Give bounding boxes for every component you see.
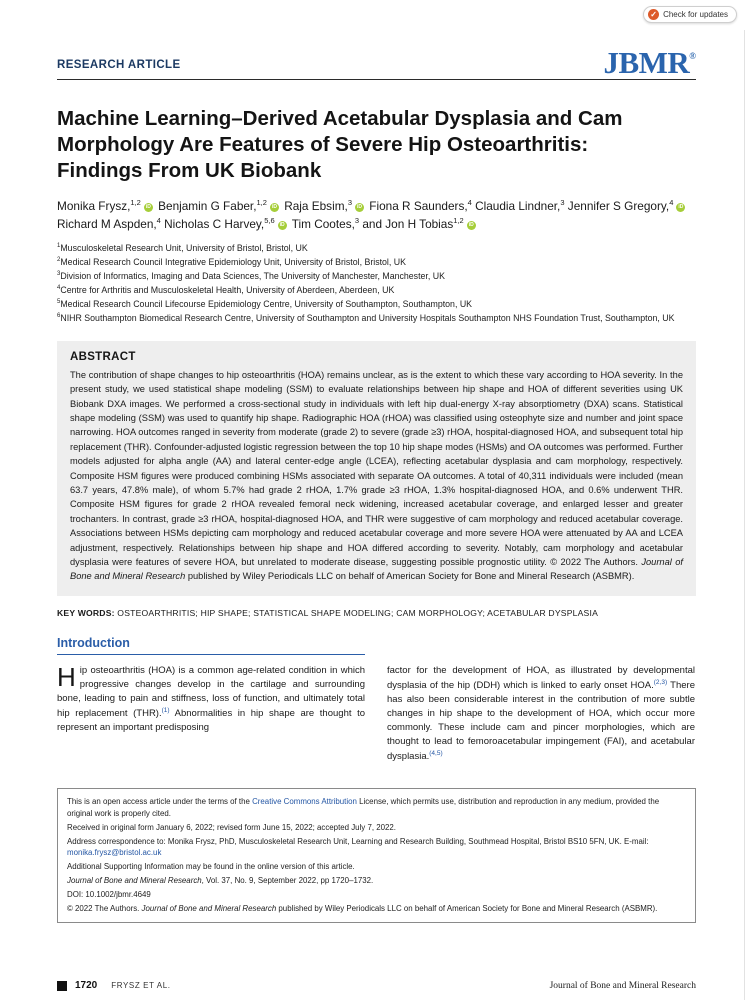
abstract-section bbox=[57, 341, 696, 596]
text-segment: 1,2 bbox=[256, 197, 267, 207]
orcid-icon[interactable]: iD bbox=[145, 203, 151, 210]
text-segment: 4 bbox=[467, 197, 472, 207]
text-segment: Benjamin G Faber, bbox=[154, 198, 257, 213]
two-column-text bbox=[57, 661, 696, 765]
keywords-text: OSTEOARTHRITIS; HIP SHAPE; STATISTICAL SHAPE MODELING; CAM MORPHOLOGY; ACETABULAR DYSPLASIA bbox=[114, 607, 598, 618]
text-segment: Journal of Bone and Mineral Research bbox=[141, 904, 277, 914]
text-segment: Abnormalities in hip shape are thought to represent an important predisposing bbox=[57, 708, 365, 734]
text-segment: published by Wiley Periodicals LLC on behalf of American Society for Bone and Mineral Research (ASBMR). bbox=[276, 904, 658, 914]
text-segment: Richard M Aspden, bbox=[57, 217, 157, 232]
article-title: Machine Learning–Derived Acetabular Dysplasia and Cam Morphology Are Features of Severe Hip Osteoarthritis: Findings From UK Biobank bbox=[57, 107, 623, 182]
text-segment: Medical Research Council Integrative Epidemiology Unit, University of Bristol, Bristol, UK bbox=[60, 257, 406, 268]
text-segment: © 2022 The Authors. bbox=[67, 904, 142, 914]
text-segment: 1,2 bbox=[453, 216, 464, 226]
affiliation bbox=[57, 312, 696, 326]
text-segment: 4 bbox=[156, 216, 161, 226]
affiliation bbox=[57, 242, 696, 256]
reference-superscript[interactable]: (2,3) bbox=[653, 678, 668, 686]
keywords-label: KEY WORDS: bbox=[57, 607, 115, 618]
article-info-box bbox=[57, 788, 696, 922]
page-footer-left bbox=[57, 980, 171, 991]
page-footer bbox=[57, 980, 696, 991]
text-segment: Journal of Bone and Mineral Research bbox=[67, 876, 202, 886]
text-segment: DOI: 10.1002/jbmr.4649 bbox=[67, 890, 151, 900]
affiliation bbox=[57, 284, 696, 298]
text-segment: factor for the development of HOA, as illustrated by developmental dysplasia of the hip (DDH) which is linked to early onset HOA. bbox=[387, 664, 695, 692]
text-segment: Nicholas C Harvey, bbox=[160, 217, 265, 232]
text-segment: 3 bbox=[57, 271, 61, 278]
footer-journal-name: Journal of Bone and Mineral Research bbox=[549, 980, 696, 991]
jbmr-logo-text: JBMR bbox=[603, 45, 690, 80]
text-segment: 3 bbox=[354, 216, 360, 226]
text-segment: Received in original form January 6, 2022; revised form June 15, 2022; accepted July 7, 2022. bbox=[67, 822, 396, 832]
text-segment: Journal of Bone and Mineral Research bbox=[70, 557, 683, 582]
page-edge-rule bbox=[744, 30, 745, 1000]
keywords-line bbox=[57, 608, 696, 618]
text-segment: There has also been considerable interest in the contribution of more subtle changes in hip shape to the development of HOA, which occur more commonly. These include cam and pincer morphologies, which are thought to lead to femoroacetabular impingement (FAI), and acetabular dysplasia. bbox=[387, 680, 695, 763]
text-segment: published by Wiley Periodicals LLC on behalf of American Society for Bone and Mineral Research (ASBMR). bbox=[185, 571, 635, 582]
abstract-body bbox=[70, 368, 683, 584]
text-segment: and Jon H Tobias bbox=[359, 217, 454, 232]
open-access-statement bbox=[67, 796, 686, 819]
page-number: 1720 bbox=[75, 980, 98, 991]
intro-right-column bbox=[387, 664, 695, 765]
registered-mark: ® bbox=[689, 51, 696, 61]
text-segment: 3 bbox=[560, 197, 565, 207]
affiliation bbox=[57, 270, 696, 284]
intro-left-column bbox=[57, 661, 365, 765]
doi-line bbox=[67, 889, 686, 900]
text-segment: 6 bbox=[57, 312, 61, 319]
abstract-heading: ABSTRACT bbox=[70, 350, 136, 363]
text-segment: This is an open access article under the terms of the bbox=[67, 797, 253, 807]
text-segment: Musculoskeletal Research Unit, University of Bristol, Bristol, UK bbox=[60, 243, 308, 254]
introduction-section bbox=[57, 636, 696, 765]
header bbox=[57, 45, 696, 80]
affiliation bbox=[57, 298, 696, 312]
text-segment: Medical Research Council Lifecourse Epidemiology Centre, University of Southampton, Southampton, UK bbox=[60, 298, 473, 309]
check-for-updates-label: Check for updates bbox=[663, 10, 728, 19]
text-segment: Division of Informatics, Imaging and Data Sciences, The University of Manchester, Manchester, UK bbox=[60, 271, 445, 282]
text-segment: ip osteoarthritis (HOA) is a common age-related condition in which progressive changes develop in the cartilage and surrounding bone, leading to pain and stiffness, loss of function, and ultimately total hip replacement (THR). bbox=[57, 664, 365, 720]
orcid-icon[interactable]: iD bbox=[678, 203, 684, 210]
article-type-label: RESEARCH ARTICLE bbox=[57, 59, 181, 72]
affiliation bbox=[57, 256, 696, 270]
orcid-icon[interactable]: iD bbox=[468, 222, 474, 229]
reference-superscript[interactable]: (4,5) bbox=[429, 750, 443, 758]
jbmr-logo bbox=[603, 45, 696, 80]
text-segment: , Vol. 37, No. 9, September 2022, pp 1720–1732. bbox=[201, 876, 374, 886]
dropcap: H bbox=[57, 661, 76, 692]
link[interactable]: Creative Commons Attribution bbox=[252, 797, 357, 807]
text-segment: Centre for Arthritis and Musculoskeletal Health, University of Aberdeen, Aberdeen, UK bbox=[60, 285, 395, 296]
introduction-heading: Introduction bbox=[57, 636, 365, 655]
check-for-updates-button[interactable] bbox=[643, 6, 737, 23]
copyright-line bbox=[67, 903, 686, 914]
text-segment: 5,6 bbox=[264, 216, 275, 226]
text-segment: Fiona R Saunders, bbox=[365, 198, 468, 213]
journal-citation bbox=[67, 875, 686, 886]
running-head: FRYSZ ET AL. bbox=[111, 981, 171, 990]
intro-left-text bbox=[57, 661, 365, 734]
text-segment: 1,2 bbox=[130, 197, 141, 207]
text-segment: Additional Supporting Information may be found in the online version of this article. bbox=[67, 862, 355, 872]
text-segment: 2 bbox=[57, 257, 61, 264]
text-segment: 4 bbox=[669, 197, 674, 207]
crossmark-icon: ✓ bbox=[648, 9, 659, 20]
orcid-icon[interactable]: iD bbox=[271, 203, 277, 210]
orcid-icon[interactable]: iD bbox=[356, 203, 362, 210]
authors-line bbox=[57, 197, 696, 234]
text-segment: The contribution of shape changes to hip osteoarthritis (HOA) remains unclear, as is the extent to which these vary according to HOA severity. In the present study, we used statistical shape modeling (SSM) to evaluate relationships between hip shape and HOA of different severities using UK Biobank DXA images. We performed a cross-sectional study in individuals with left hip dual-energy X-ray absorptiometry (DXA) scans. Statistical shape modeling (SSM) was used to quantify hip shape. Radiographic HOA (rHOA) was classified using osteophyte size and number and joint space narrowing. HOA outcomes ranged in severity from moderate (grade 2) to severe (grade ≥3) rHOA, hospital-diagnosed HOA, and subsequent total hip replacement (THR). Confounder-adjusted logistic regression between the top 10 hip shape modes (HSMs) and OA outcomes was performed. Further models adjusted for alpha angle (AA) and lateral center-edge angle (LCEA), reflecting acetabular dysplasia and cam morphology, respectively. Composite HSM figures were produced combining HSMs associated with separate OA outcomes. A total of 40,311 individuals were included (mean 63.7 years, 47.8% male), of whom 5.7% had grade 2 rHOA, 1.7% grade ≥3 rHOA, 1.3% hospital-diagnosed HOA, and 0.6% underwent THR. Composite HSM figures for grade 2 rHOA revealed femoral neck widening, increased acetabular coverage, and enlarged lesser and greater trochanters. In contrast, grade ≥3 rHOA, hospital-diagnosed HOA, and THR were suggestive of cam morphology and reduced acetabular coverage. Associations between HSMs depicting cam morphology and reduced acetabular coverage and more severe HOA were attenuated by AA and LCEA adjustment, respectively. Relationships between hip shape and HOA differed according to severity. Notably, cam morphology and acetabular dysplasia were features of severe HOA, but unrelated to moderate disease, suggesting possible prognostic utility. © 2022 The Authors. bbox=[70, 369, 683, 568]
text-segment: 4 bbox=[57, 285, 61, 292]
text-segment: 3 bbox=[347, 197, 352, 207]
text-segment: Jennifer S Gregory, bbox=[564, 198, 670, 213]
link[interactable]: monika.frysz@bristol.ac.uk bbox=[67, 848, 162, 858]
text-segment: Tim Cootes, bbox=[288, 217, 355, 232]
reference-superscript[interactable]: (1) bbox=[161, 706, 170, 714]
text-segment: 1 bbox=[57, 243, 61, 250]
received-dates bbox=[67, 822, 686, 833]
text-segment: NIHR Southampton Biomedical Research Centre, University of Southampton and University Hospitals Southampton NHS Foundation Trust, Southampton, UK bbox=[60, 312, 675, 323]
affiliations-list bbox=[57, 242, 696, 325]
correspondence-line bbox=[67, 836, 686, 859]
footer-square-marker bbox=[57, 981, 67, 991]
text-segment: Monika Frysz, bbox=[57, 198, 131, 213]
text-segment: Raja Ebsim, bbox=[280, 198, 348, 213]
text-segment: Address correspondence to: Monika Frysz, PhD, Musculoskeletal Research Unit, Learning and Research Building, Southmead Hospital, Bristol BS10 5FN, UK. E-mail: bbox=[67, 836, 649, 846]
supporting-information-note bbox=[67, 861, 686, 872]
text-segment: Claudia Lindner, bbox=[471, 198, 561, 213]
text-segment: License, which permits use, distribution and reproduction in any medium, provided the original work is properly cited. bbox=[67, 797, 660, 818]
text-segment: 5 bbox=[57, 299, 61, 306]
orcid-icon[interactable]: iD bbox=[279, 222, 285, 229]
